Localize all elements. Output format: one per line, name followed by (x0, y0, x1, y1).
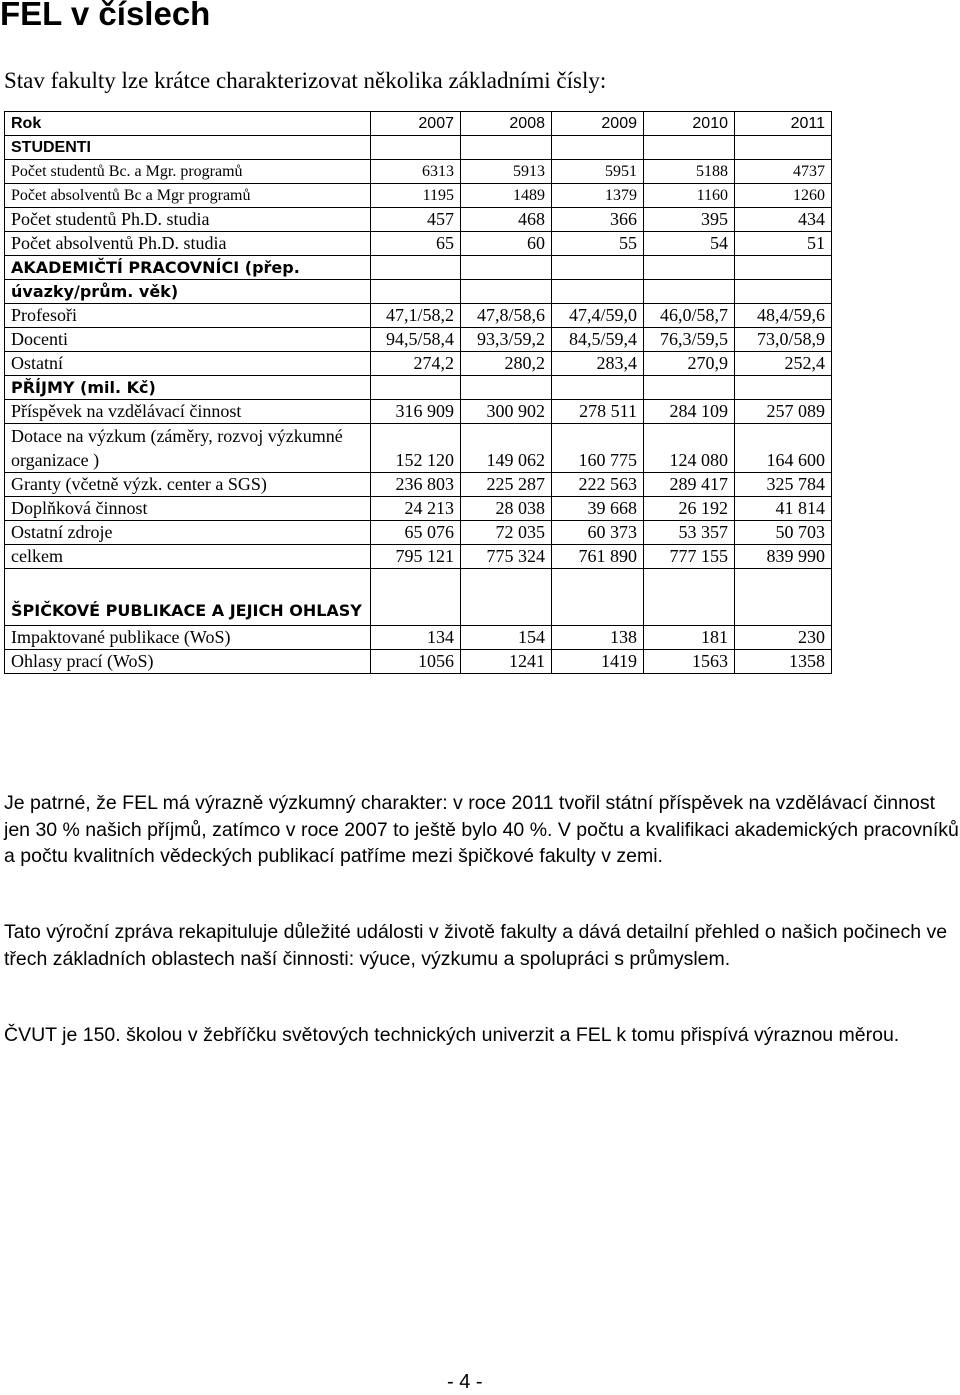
table-row (5, 650, 832, 674)
table-section-row (5, 256, 832, 280)
value-cell (552, 280, 644, 304)
value-cell: 138 (552, 626, 644, 650)
value-cell (552, 256, 644, 280)
table-row (5, 473, 832, 497)
value-cell: 795 121 (371, 545, 461, 569)
row-label: Doplňková činnost (5, 497, 371, 521)
row-label: Impaktované publikace (WoS) (5, 626, 371, 650)
value-cell: 366 (552, 208, 644, 232)
paragraph-ranking: ČVUT je 150. školou v žebříčku světových technických univerzit a FEL k tomu přispívá výraznou měrou. (4, 1024, 900, 1046)
intro-text: Stav fakulty lze krátce charakterizovat několika základními čísly: (4, 68, 607, 93)
value-cell (552, 136, 644, 160)
value-cell: 274,2 (371, 352, 461, 376)
value-cell (735, 136, 832, 160)
value-cell: 5913 (461, 160, 552, 184)
value-cell: 236 803 (371, 473, 461, 497)
value-cell: 50 703 (735, 521, 832, 545)
value-cell: 55 (552, 232, 644, 256)
value-cell (644, 256, 735, 280)
value-cell: 325 784 (735, 473, 832, 497)
row-label: Profesoři (5, 304, 371, 328)
value-cell: 41 814 (735, 497, 832, 521)
table-row (5, 497, 832, 521)
value-cell: 1419 (552, 650, 644, 674)
value-cell (461, 136, 552, 160)
table-row (5, 328, 832, 352)
value-cell (644, 376, 735, 400)
value-cell (461, 376, 552, 400)
value-cell (735, 256, 832, 280)
table-row (5, 160, 832, 184)
row-label: Dotace na výzkum (záměry, rozvoj výzkumné organizace ) (5, 424, 371, 473)
value-cell: 164 600 (735, 424, 832, 473)
row-label: Ohlasy prací (WoS) (5, 650, 371, 674)
value-cell: 124 080 (644, 424, 735, 473)
value-cell: 278 511 (552, 400, 644, 424)
value-cell (371, 569, 461, 626)
value-cell: 65 076 (371, 521, 461, 545)
section-label: PŘÍJMY (mil. Kč) (5, 376, 371, 400)
value-cell (644, 569, 735, 626)
table-section-row (5, 569, 832, 626)
section-label: úvazky/prům. věk) (5, 280, 371, 304)
value-cell: 47,8/58,6 (461, 304, 552, 328)
value-cell: 1241 (461, 650, 552, 674)
table-row (5, 184, 832, 208)
table-row (5, 304, 832, 328)
value-cell (735, 280, 832, 304)
value-cell: 5188 (644, 160, 735, 184)
table-row (5, 626, 832, 650)
row-label: Ostatní (5, 352, 371, 376)
year-cell: 2007 (371, 112, 461, 136)
value-cell: 60 373 (552, 521, 644, 545)
value-cell: 1563 (644, 650, 735, 674)
table-row (5, 400, 832, 424)
page-number: - 4 - (447, 1371, 483, 1393)
value-cell: 24 213 (371, 497, 461, 521)
value-cell: 468 (461, 208, 552, 232)
value-cell: 4737 (735, 160, 832, 184)
table-row (5, 424, 832, 473)
page-heading: FEL v číslech (0, 0, 211, 32)
value-cell: 434 (735, 208, 832, 232)
value-cell: 1056 (371, 650, 461, 674)
value-cell: 134 (371, 626, 461, 650)
value-cell: 761 890 (552, 545, 644, 569)
paragraph-research: Je patrné, že FEL má výrazně výzkumný charakter: v roce 2011 tvořil státní příspěvek na vzdělávací činnost jen 30 % našich příjmů, zatímco v roce 2007 to ještě bylo 40 %. V počtu a kvalifikaci akademických pracovníků a počtu kvalitních vědeckých publikací patříme mezi špičkové fakulty v zemi. (4, 792, 959, 867)
value-cell (735, 376, 832, 400)
value-cell: 51 (735, 232, 832, 256)
value-cell: 5951 (552, 160, 644, 184)
value-cell: 84,5/59,4 (552, 328, 644, 352)
row-label: Granty (včetně výzk. center a SGS) (5, 473, 371, 497)
value-cell: 300 902 (461, 400, 552, 424)
table-section-row (5, 280, 832, 304)
value-cell: 1195 (371, 184, 461, 208)
value-cell: 284 109 (644, 400, 735, 424)
year-cell: 2008 (461, 112, 552, 136)
value-cell: 280,2 (461, 352, 552, 376)
value-cell: 48,4/59,6 (735, 304, 832, 328)
value-cell (552, 569, 644, 626)
year-label: Rok (5, 112, 371, 136)
value-cell: 316 909 (371, 400, 461, 424)
value-cell: 154 (461, 626, 552, 650)
table-row (5, 232, 832, 256)
value-cell: 47,4/59,0 (552, 304, 644, 328)
value-cell (644, 280, 735, 304)
table-section-row (5, 136, 832, 160)
value-cell (371, 280, 461, 304)
value-cell: 283,4 (552, 352, 644, 376)
value-cell: 225 287 (461, 473, 552, 497)
row-label: Počet absolventů Ph.D. studia (5, 232, 371, 256)
value-cell: 270,9 (644, 352, 735, 376)
value-cell: 230 (735, 626, 832, 650)
value-cell: 65 (371, 232, 461, 256)
value-cell (735, 569, 832, 626)
value-cell: 777 155 (644, 545, 735, 569)
value-cell: 222 563 (552, 473, 644, 497)
value-cell: 76,3/59,5 (644, 328, 735, 352)
value-cell: 93,3/59,2 (461, 328, 552, 352)
value-cell: 28 038 (461, 497, 552, 521)
year-cell: 2011 (735, 112, 832, 136)
value-cell: 395 (644, 208, 735, 232)
value-cell (371, 256, 461, 280)
table-row (5, 352, 832, 376)
value-cell: 1379 (552, 184, 644, 208)
table-header-row (5, 112, 832, 136)
table-section-row (5, 376, 832, 400)
value-cell: 26 192 (644, 497, 735, 521)
row-label: Docenti (5, 328, 371, 352)
value-cell: 1260 (735, 184, 832, 208)
row-label: Počet absolventů Bc a Mgr programů (5, 184, 371, 208)
table-row (5, 208, 832, 232)
row-label: celkem (5, 545, 371, 569)
section-label: ŠPIČKOVÉ PUBLIKACE A JEJICH OHLASY (5, 569, 371, 626)
value-cell: 47,1/58,2 (371, 304, 461, 328)
value-cell (461, 569, 552, 626)
value-cell (552, 376, 644, 400)
value-cell: 94,5/58,4 (371, 328, 461, 352)
row-label: Ostatní zdroje (5, 521, 371, 545)
value-cell: 73,0/58,9 (735, 328, 832, 352)
paragraph-report: Tato výroční zpráva rekapituluje důležité události v životě fakulty a dává detailní přehled o našich počinech ve třech základních oblastech naší činnosti: výuce, výzkumu a spolupráci s průmyslem. (4, 921, 948, 970)
row-label: Počet studentů Ph.D. studia (5, 208, 371, 232)
value-cell: 289 417 (644, 473, 735, 497)
value-cell: 160 775 (552, 424, 644, 473)
value-cell (644, 136, 735, 160)
value-cell: 775 324 (461, 545, 552, 569)
value-cell: 257 089 (735, 400, 832, 424)
value-cell: 54 (644, 232, 735, 256)
value-cell (371, 376, 461, 400)
year-cell: 2009 (552, 112, 644, 136)
row-label: Počet studentů Bc. a Mgr. programů (5, 160, 371, 184)
value-cell: 1160 (644, 184, 735, 208)
value-cell: 39 668 (552, 497, 644, 521)
value-cell: 72 035 (461, 521, 552, 545)
value-cell: 53 357 (644, 521, 735, 545)
value-cell: 1489 (461, 184, 552, 208)
table-row (5, 545, 832, 569)
value-cell: 252,4 (735, 352, 832, 376)
section-label: AKADEMIČTÍ PRACOVNÍCI (přep. (5, 256, 371, 280)
value-cell: 149 062 (461, 424, 552, 473)
value-cell (461, 280, 552, 304)
value-cell (461, 256, 552, 280)
value-cell: 152 120 (371, 424, 461, 473)
statistics-table (4, 111, 832, 674)
value-cell: 46,0/58,7 (644, 304, 735, 328)
value-cell: 181 (644, 626, 735, 650)
value-cell: 1358 (735, 650, 832, 674)
section-label: STUDENTI (5, 136, 371, 160)
year-cell: 2010 (644, 112, 735, 136)
value-cell: 60 (461, 232, 552, 256)
table-row (5, 521, 832, 545)
row-label: Příspěvek na vzdělávací činnost (5, 400, 371, 424)
value-cell: 6313 (371, 160, 461, 184)
value-cell: 839 990 (735, 545, 832, 569)
value-cell: 457 (371, 208, 461, 232)
value-cell (371, 136, 461, 160)
